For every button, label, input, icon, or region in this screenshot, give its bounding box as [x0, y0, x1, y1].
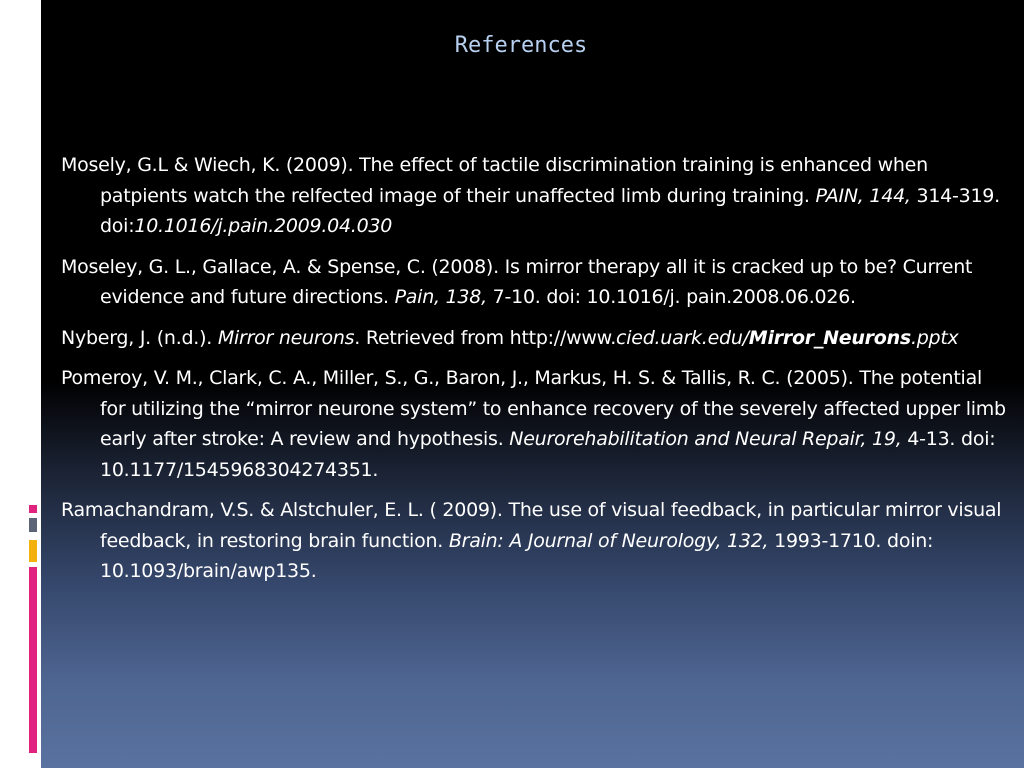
reference-ramachandram-2009: Ramachandram, V.S. & Alstchuler, E. L. ( 2009). The use of visual feedback, in particular mirror visual feedback, in restoring brain function. Brain: A Journal of Neurology, 132, 1993-1710. doin: 10.1093/brain/awp135. — [61, 499, 1002, 582]
reference-nyberg: Nyberg, J. (n.d.). Mirror neurons. Retrieved from http://www.cied.uark.edu/Mirror_Neurons.pptx — [61, 326, 959, 349]
slide — [41, 0, 1024, 768]
reference-list — [61, 150, 1006, 597]
accent-bar-pink-small — [29, 505, 37, 513]
reference-mosely-2009: Mosely, G.L & Wiech, K. (2009). The effect of tactile discrimination training is enhanced when patpients watch the relfected image of their unaffected limb during training. PAIN, 144, 314-319. doi:10.1016/j.pain.2009.04.030 — [61, 154, 1000, 237]
accent-bar-pink-tall — [29, 567, 37, 753]
accent-bar-gray — [29, 518, 37, 532]
slide-title: References — [454, 33, 588, 58]
reference-moseley-2008: Moseley, G. L., Gallace, A. & Spense, C. (2008). Is mirror therapy all it is cracked up to be? Current evidence and future directions. Pain, 138, 7-10. doi: 10.1016/j. pain.2008.06.026. — [61, 255, 973, 308]
left-margin — [0, 0, 41, 768]
accent-bar-gold — [29, 540, 37, 562]
reference-pomeroy-2005: Pomeroy, V. M., Clark, C. A., Miller, S., G., Baron, J., Markus, H. S. & Tallis, R. C. (2005). The potential for utilizing the “mirror neurone system” to enhance recovery of the severely affected upper limb early after stroke: A review and hypothesis. Neurorehabilitation and Neural Repair, 19, 4-13. doi: 10.1177/1545968304274351. — [61, 367, 1006, 481]
